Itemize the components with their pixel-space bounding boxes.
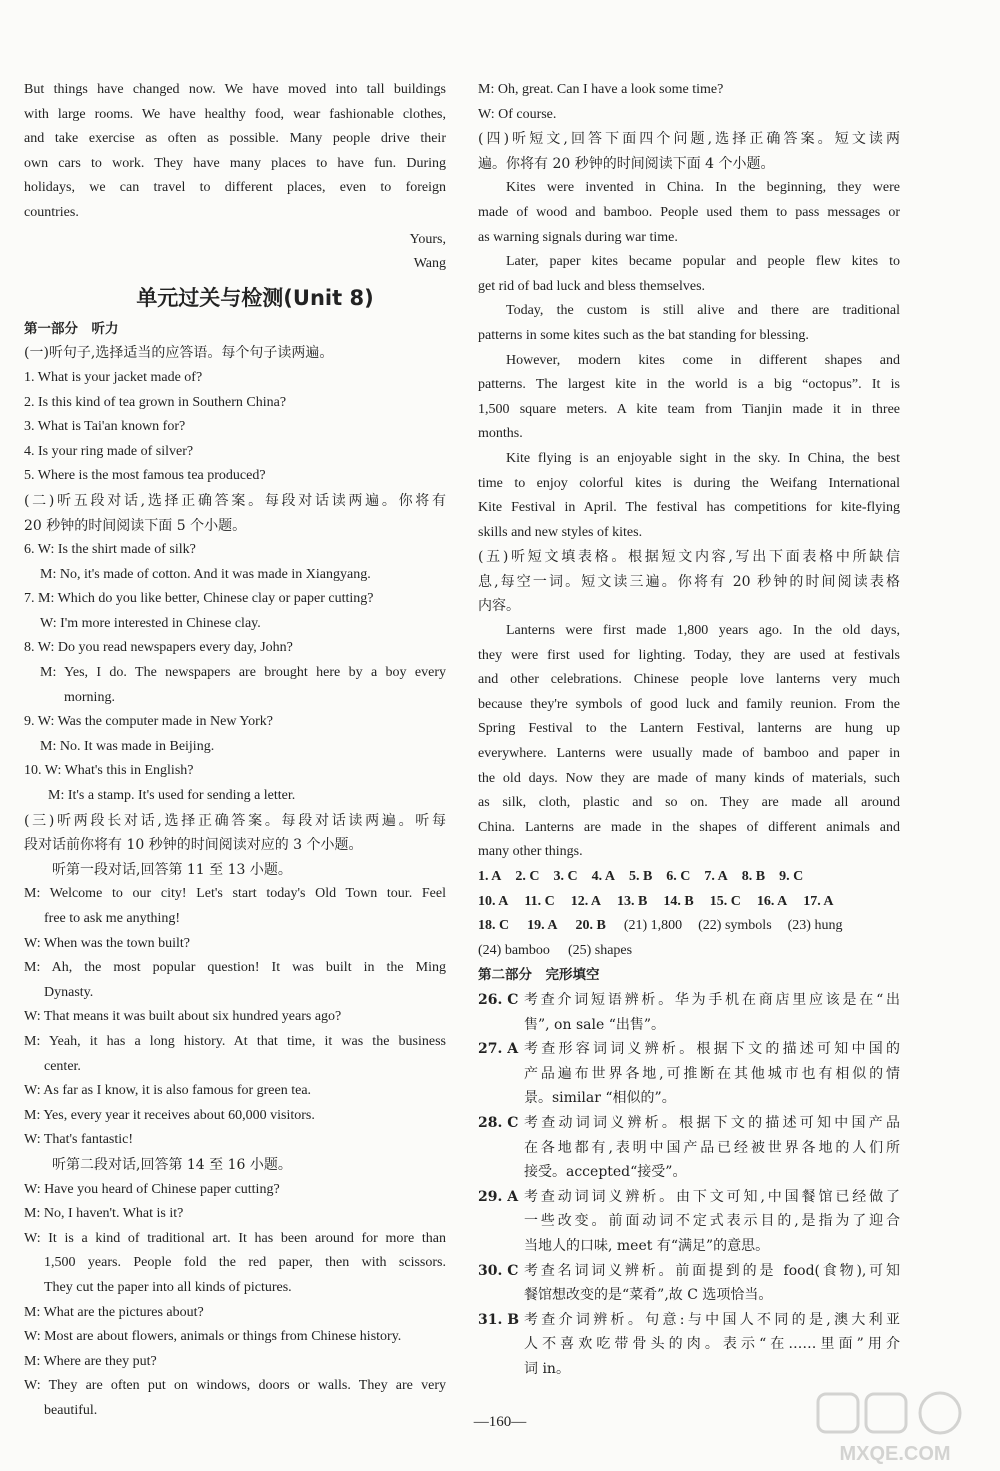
dialogue-line: W: They are often put on windows, doors or walls. They are very bbox=[24, 1378, 446, 1394]
text-line: 一些改变。前面动词不定式表示目的,是指为了迎合 bbox=[524, 1213, 900, 1230]
answer-row bbox=[478, 890, 900, 915]
cloze-explanations bbox=[478, 988, 900, 1382]
answer: 9. C bbox=[779, 869, 804, 884]
dialogue-line: W: That's fantastic! bbox=[24, 1132, 134, 1148]
answer: 4. A bbox=[591, 869, 615, 884]
text-line: 餐馆想改变的是“菜肴”,故 C 选项恰当。 bbox=[524, 1287, 773, 1304]
dialogue-line: free to ask me anything! bbox=[44, 911, 181, 926]
answer: 7. A bbox=[704, 869, 728, 884]
answer-row bbox=[478, 865, 900, 890]
page-number: —160— bbox=[473, 1414, 527, 1430]
text-line: 景。similar “相似的”。 bbox=[524, 1090, 676, 1107]
letter-end bbox=[24, 78, 446, 277]
text-line: as warning signals during war time. bbox=[478, 229, 678, 245]
dialogue-line: M: What are the pictures about? bbox=[24, 1304, 204, 1320]
answer: 13. B bbox=[617, 893, 648, 909]
dialogue-line: W: It is a kind of traditional art. It has been around for more than bbox=[24, 1230, 446, 1246]
dialogue-line: M: No, it's made of cotton. And it was made in Xiangyang. bbox=[40, 566, 371, 582]
cloze-number: 28. C bbox=[478, 1114, 519, 1131]
dialogue-line: 6. W: Is the shirt made of silk? bbox=[24, 542, 196, 558]
section-heading: 内容。 bbox=[478, 598, 520, 615]
cloze-item bbox=[478, 1185, 900, 1259]
answer: 15. C bbox=[709, 893, 741, 909]
section-heading: (二)听五段对话,选择正确答案。每段对话读两遍。你将有 bbox=[24, 492, 446, 509]
question-item: 1. What is your jacket made of? bbox=[24, 369, 203, 385]
dialogue-line: W: Of course. bbox=[478, 106, 557, 122]
text-line: Kites were invented in China. In the beginning, they were bbox=[506, 180, 900, 196]
text-line: 考查名词词义辨析。前面提到的是 food(食物),可知 bbox=[524, 1262, 900, 1279]
question-item: 2. Is this kind of tea grown in Southern China? bbox=[24, 394, 287, 410]
text-line: they were first used for lighting. Today, they are used at festivals bbox=[478, 647, 900, 663]
dialogue-line: beautiful. bbox=[44, 1402, 98, 1418]
dialogue-line: 1,500 years. People fold the red paper, then with scissors. bbox=[44, 1255, 446, 1271]
answer: 3. C bbox=[553, 869, 578, 884]
answer: 10. A bbox=[478, 893, 509, 909]
text-line: own cars to work. They have many places to have fun. During bbox=[24, 155, 446, 171]
section-heading: (四)听短文,回答下面四个问题,选择正确答案。短文读两 bbox=[478, 131, 900, 148]
answer: (24) bamboo bbox=[478, 942, 550, 958]
answer: (25) shapes bbox=[567, 942, 633, 958]
text-line: 在各地都有,表明中国产品已经被世界各地的人们所 bbox=[524, 1139, 900, 1156]
cloze-item bbox=[478, 1308, 900, 1382]
text-line: countries. bbox=[24, 204, 79, 220]
dialogue-line: W: As far as I know, it is also famous for green tea. bbox=[24, 1083, 312, 1099]
section-heading: 遍。你将有 20 秒钟的时间阅读下面 4 个小题。 bbox=[478, 155, 775, 172]
text-line: many other things. bbox=[478, 844, 583, 860]
right-column bbox=[478, 78, 900, 1381]
text-line: patterns. The largest kite in the world is a big “octopus”. It is bbox=[478, 377, 900, 393]
text-line: 产品遍布世界各地,可推断在其他城市也有相似的情 bbox=[524, 1065, 900, 1082]
text-line: months. bbox=[478, 426, 523, 442]
text-line: Later, paper kites became popular and people flew kites to bbox=[506, 254, 900, 270]
question-item: 4. Is your ring made of silver? bbox=[24, 443, 194, 459]
text-line: But things have changed now. We have moved into tall buildings bbox=[24, 82, 446, 97]
lanterns-passage bbox=[478, 619, 900, 865]
text-line: 当地人的口味, meet 有“满足”的意思。 bbox=[524, 1237, 770, 1254]
text-line: 考查介词短语辨析。华为手机在商店里应该是在“出 bbox=[524, 991, 900, 1008]
text-line: because they're symbols of good luck and family reunion. From the bbox=[478, 696, 900, 712]
text-line: Today, the custom is still alive and there are traditional bbox=[506, 303, 900, 319]
text-line: everywhere. Lanterns were usually made of bamboo and paper in bbox=[478, 746, 900, 762]
dialogue-line: 9. W: Was the computer made in New York? bbox=[24, 714, 274, 730]
text-line: time to enjoy colorful kites is during the Weifang International bbox=[478, 475, 900, 491]
question-item: 5. Where is the most famous tea produced? bbox=[24, 468, 266, 484]
text-line: 词 in。 bbox=[524, 1360, 570, 1377]
cloze-number: 29. A bbox=[478, 1188, 519, 1205]
answer: 20. B bbox=[575, 918, 606, 934]
dialogue-line: 8. W: Do you read newspapers every day, John? bbox=[24, 640, 293, 656]
answer: 14. B bbox=[663, 893, 694, 909]
text-line: 考查动词词义辨析。由下文可知,中国餐馆已经做了 bbox=[524, 1188, 900, 1205]
dialogue-line: W: Most are about flowers, animals or things from Chinese history. bbox=[24, 1329, 402, 1345]
cloze-item bbox=[478, 1259, 900, 1308]
text-line: 售”, on sale “出售”。 bbox=[524, 1016, 666, 1033]
text-line: 人不喜欢吃带骨头的肉。表示“在……里面”用介 bbox=[524, 1336, 900, 1353]
answer: 11. C bbox=[524, 893, 555, 909]
cloze-number: 30. C bbox=[478, 1262, 519, 1279]
text-line: 考查介词辨析。句意:与中国人不同的是,澳大利亚 bbox=[524, 1311, 900, 1328]
text-line: get rid of bad luck and bless themselves. bbox=[478, 278, 706, 294]
section-heading: (五)听短文填表格。根据短文内容,写出下面表格中所缺信 bbox=[478, 549, 900, 566]
letter-signature: Wang bbox=[413, 256, 446, 272]
answer-key bbox=[478, 865, 900, 963]
text-line: and other celebrations. Chinese people love lanterns very much bbox=[478, 672, 900, 688]
watermark-logo bbox=[800, 1390, 990, 1468]
dialogue-line: W: Have you heard of Chinese paper cutting? bbox=[24, 1181, 280, 1197]
answer: (22) symbols bbox=[698, 918, 772, 934]
text-line: Lanterns were first made 1,800 years ago. In the old days, bbox=[506, 623, 900, 639]
answer: 8. B bbox=[741, 869, 766, 884]
cloze-number: 31. B bbox=[478, 1311, 520, 1328]
letter-closing: Yours, bbox=[409, 231, 446, 247]
dialogue-line: M: Oh, great. Can I have a look some time? bbox=[478, 82, 724, 97]
dialogue-line: M: Yes, every year it receives about 60,000 visitors. bbox=[24, 1107, 315, 1123]
dialogue-line: M: Ah, the most popular question! It was built in the Ming bbox=[24, 960, 446, 976]
section-heading: 20 秒钟的时间阅读下面 5 个小题。 bbox=[24, 517, 247, 534]
dialogue-line: M: It's a stamp. It's used for sending a letter. bbox=[48, 788, 296, 804]
text-line: Kite Festival in April. The festival has competitions for kite-flying bbox=[478, 500, 900, 516]
dialogue-line: They cut the paper into all kinds of pictures. bbox=[44, 1279, 292, 1295]
cloze-item bbox=[478, 1111, 900, 1185]
text-line: as silk, cloth, plastic and so on. They are made all around bbox=[478, 795, 900, 811]
question-item: 3. What is Tai'an known for? bbox=[24, 419, 186, 435]
answer-row bbox=[478, 939, 900, 964]
cloze-item bbox=[478, 1037, 900, 1111]
answer-row bbox=[478, 914, 900, 939]
text-line: made of wood and bamboo. People used them to pass messages or bbox=[478, 204, 900, 220]
answer: 18. C bbox=[478, 918, 510, 934]
part-heading: 第二部分 完形填空 bbox=[478, 967, 600, 984]
answer: 16. A bbox=[756, 893, 788, 909]
sub-heading: 听第二段对话,回答第 14 至 16 小题。 bbox=[52, 1156, 292, 1173]
dialogue-line: 10. W: What's this in English? bbox=[24, 763, 194, 779]
text-line: Spring Festival to the Lantern Festival, lanterns are hung up bbox=[478, 721, 900, 737]
text-line: 考查形容词词义辨析。根据下文的描述可知中国的 bbox=[524, 1041, 900, 1058]
text-line: skills and new styles of kites. bbox=[478, 524, 643, 540]
answer: 17. A bbox=[803, 893, 834, 909]
dialogue-line: W: That means it was built about six hundred years ago? bbox=[24, 1009, 342, 1025]
answer: 19. A bbox=[527, 918, 558, 934]
section-heading: 段对话前你将有 10 秒钟的时间阅读对应的 3 个小题。 bbox=[24, 837, 363, 854]
dialogue-line: M: No. It was made in Beijing. bbox=[40, 738, 215, 754]
answer: 5. B bbox=[628, 869, 653, 884]
dialogue-line: M: Where are they put? bbox=[24, 1353, 157, 1369]
answer: (23) hung bbox=[787, 918, 843, 934]
cloze-item bbox=[478, 988, 900, 1037]
left-column bbox=[24, 78, 446, 1423]
answer: 2. C bbox=[515, 869, 540, 884]
dialogue-line: 7. M: Which do you like better, Chinese clay or paper cutting? bbox=[24, 591, 374, 607]
section-heading: 息,每空一词。短文读三遍。你将有 20 秒钟的时间阅读表格 bbox=[478, 573, 900, 590]
dialogue-line: Dynasty. bbox=[44, 984, 94, 1000]
text-line: Kite flying is an enjoyable sight in the sky. In China, the best bbox=[506, 450, 900, 466]
dialogue-line: W: I'm more interested in Chinese clay. bbox=[40, 615, 261, 631]
text-line: with large rooms. We have healthy food, wear fashionable clothes, bbox=[24, 106, 446, 122]
kites-passage bbox=[478, 176, 900, 545]
cloze-number: 26. C bbox=[478, 991, 519, 1008]
text-line: 考查动词词义辨析。根据下文的描述可知中国产品 bbox=[524, 1114, 900, 1131]
answer: (21) 1,800 bbox=[623, 918, 683, 934]
dialogue-line: M: Yeah, it has a long history. At that time, it was the business bbox=[24, 1033, 446, 1049]
section-heading: (一)听句子,选择适当的应答语。每个句子读两遍。 bbox=[24, 345, 334, 362]
text-line: and take exercise as often as possible. Many people drive their bbox=[24, 131, 446, 147]
text-line: 1,500 square meters. A kite team from Tianjin made it in three bbox=[478, 401, 900, 417]
text-line: patterns in some kites such as the bat standing for blessing. bbox=[478, 327, 809, 343]
answer: 6. C bbox=[666, 869, 691, 884]
dialogue-line: M: Yes, I do. The newspapers are brought here by a boy every bbox=[40, 665, 446, 681]
watermark-text: MXQE.COM bbox=[839, 1443, 951, 1465]
text-line: China. Lanterns are made in the shapes of different animals and bbox=[478, 819, 900, 835]
sub-heading: 听第一段对话,回答第 11 至 13 小题。 bbox=[52, 861, 292, 878]
answer: 1. A bbox=[478, 869, 502, 884]
part-heading: 第一部分 听力 bbox=[24, 320, 119, 337]
text-line: holidays, we can travel to different places, even to foreign bbox=[24, 180, 446, 196]
dialogue-line: morning. bbox=[64, 689, 115, 705]
dialogue-line: center. bbox=[44, 1058, 81, 1074]
answer: 12. A bbox=[570, 893, 602, 909]
text-line: the old days. Now they are made of many kinds of materials, such bbox=[478, 770, 900, 786]
dialogue-line: M: Welcome to our city! Let's start today's Old Town tour. Feel bbox=[24, 886, 446, 902]
text-line: However, modern kites come in different shapes and bbox=[506, 352, 900, 368]
section-heading: (三)听两段长对话,选择正确答案。每段对话读两遍。听每 bbox=[24, 812, 446, 829]
cloze-number: 27. A bbox=[478, 1041, 519, 1058]
dialogue-line: M: No, I haven't. What is it? bbox=[24, 1206, 184, 1222]
unit-title: 单元过关与检测(Unit 8) bbox=[136, 285, 374, 310]
text-line: 接受。accepted“接受”。 bbox=[524, 1164, 687, 1181]
dialogue-line: W: When was the town built? bbox=[24, 935, 191, 951]
